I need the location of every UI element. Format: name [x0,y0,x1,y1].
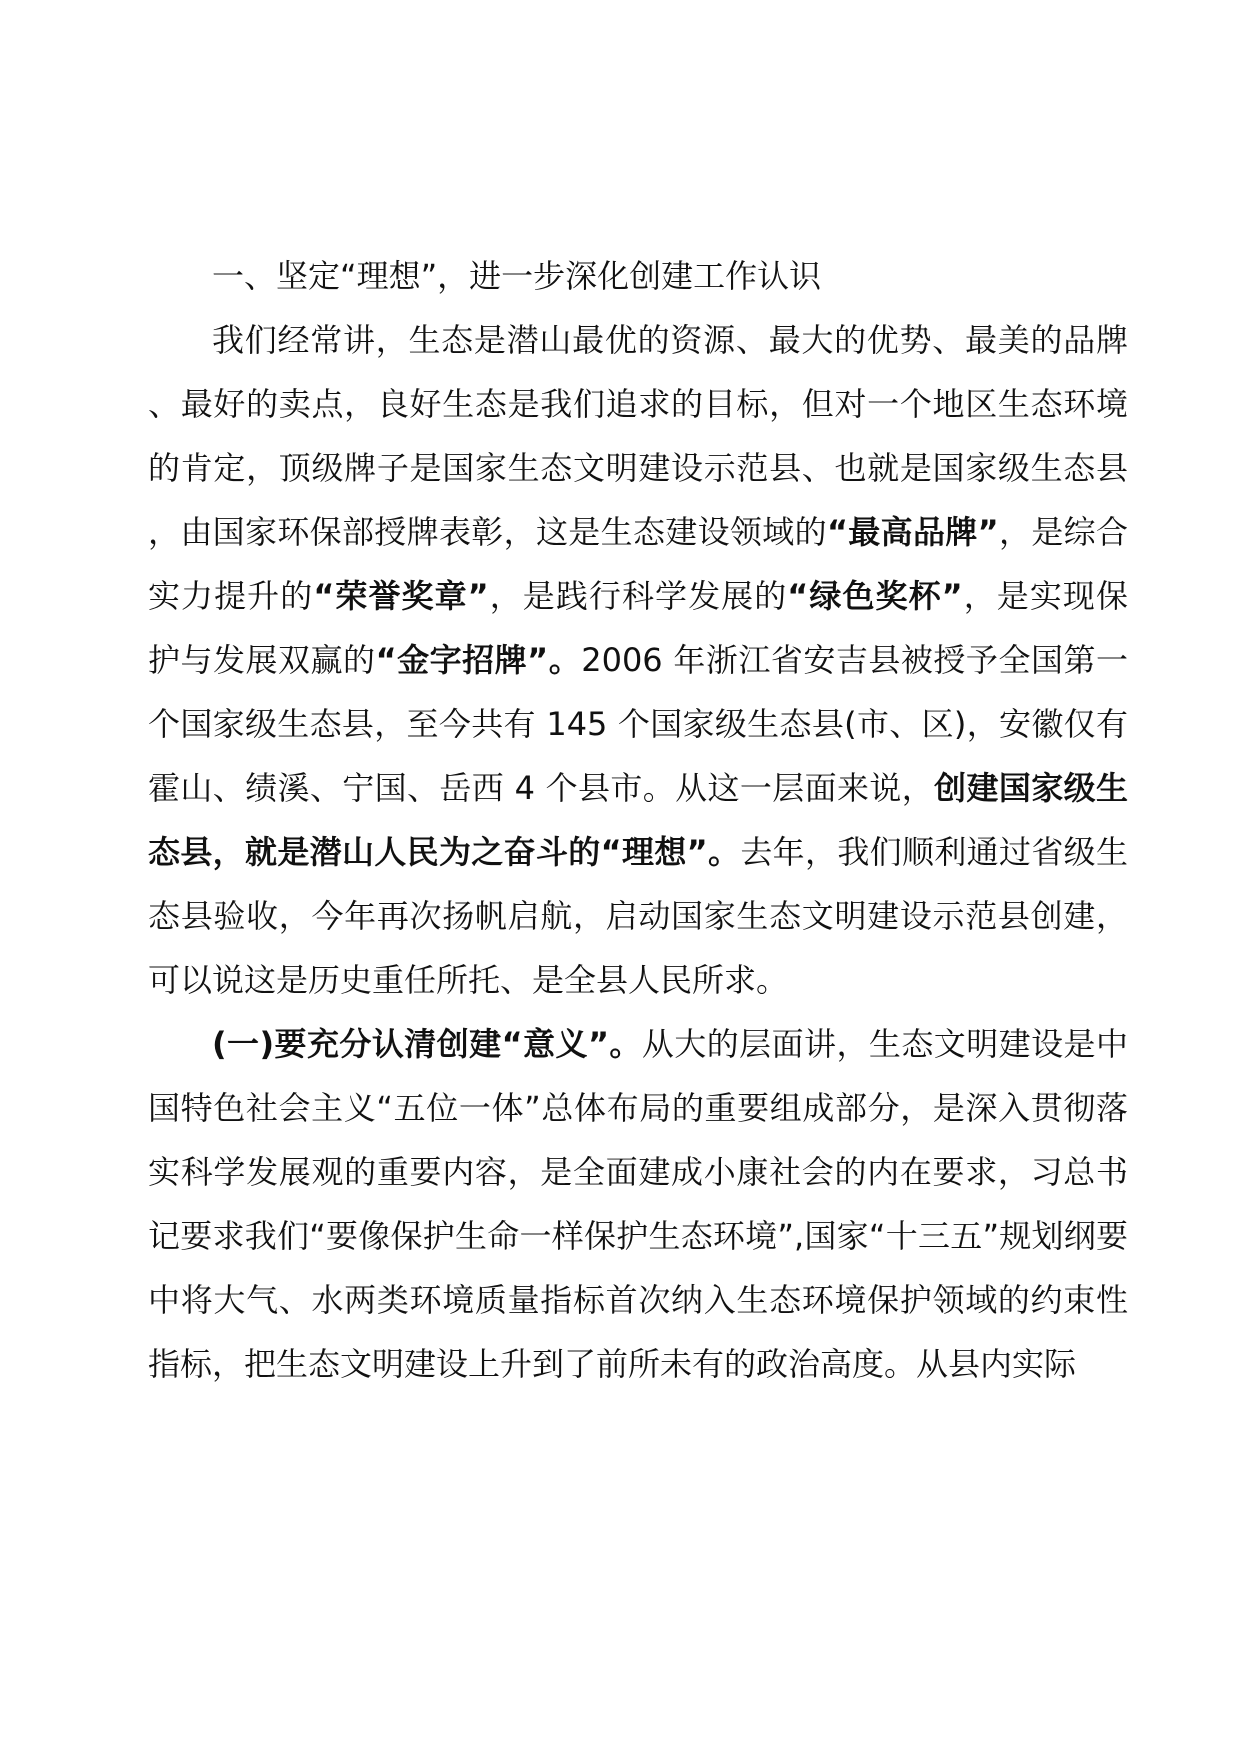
bold-run: “荣誉奖章” [313,577,489,615]
section-heading: 一、坚定“理想”，进一步深化创建工作认识 [212,257,822,295]
text-run: 2006 年浙江省安吉县被授予全国第一个国家级生态县，至今共有 145 个国家级生态县(市、区)，安徽仅有霍山、绩溪、宁国、岳西 4 个县市。从这一层面来说， [148,641,1128,807]
text-run: ，是实现保护与发展双赢的 [148,577,1128,679]
bold-run: “最高品牌” [826,513,999,551]
paragraph-2 [148,1012,1128,1396]
text-run: 去年，我们顺利通过省级生态县验收，今年再次扬帆启航，启动国家生态文明建设示范县创建，可以说这是历史重任所托、是全县人民所求。 [148,833,1128,999]
bold-run: “绿色奖杯” [787,577,963,615]
bold-run: 创建国家级生态县，就是潜山人民为之奋斗的“理想”。 [148,769,1128,871]
subheading-run: (一)要充分认清创建“意义”。 [212,1025,642,1063]
text-run: 从大的层面讲，生态文明建设是中国特色社会主义“五位一体”总体布局的重要组成部分，是深入贯彻落实科学发展观的重要内容，是全面建成小康社会的内在要求，习总书记要求我们“要像保护生命一样保护生态环境”,国家“十三五”规划纲要中将大气、水两类环境质量指标首次纳入生态环境保护领域的约束性指标，把生态文明建设上升到了前所未有的政治高度。从县内实际 [148,1025,1128,1383]
bold-run: “金字招牌”。 [375,641,582,679]
paragraph-1 [148,308,1128,1012]
text-run: ，是践行科学发展的 [488,577,788,615]
text-run: ，是综合实力提升的 [148,513,1128,615]
text-run: 我们经常讲，生态是潜山最优的资源、最大的优势、最美的品牌、最好的卖点，良好生态是我们追求的目标，但对一个地区生态环境的肯定，顶级牌子是国家生态文明建设示范县、也就是国家级生态县，由国家环保部授牌表彰，这是生态建设领域的 [148,321,1128,551]
document-page [148,244,1128,1396]
